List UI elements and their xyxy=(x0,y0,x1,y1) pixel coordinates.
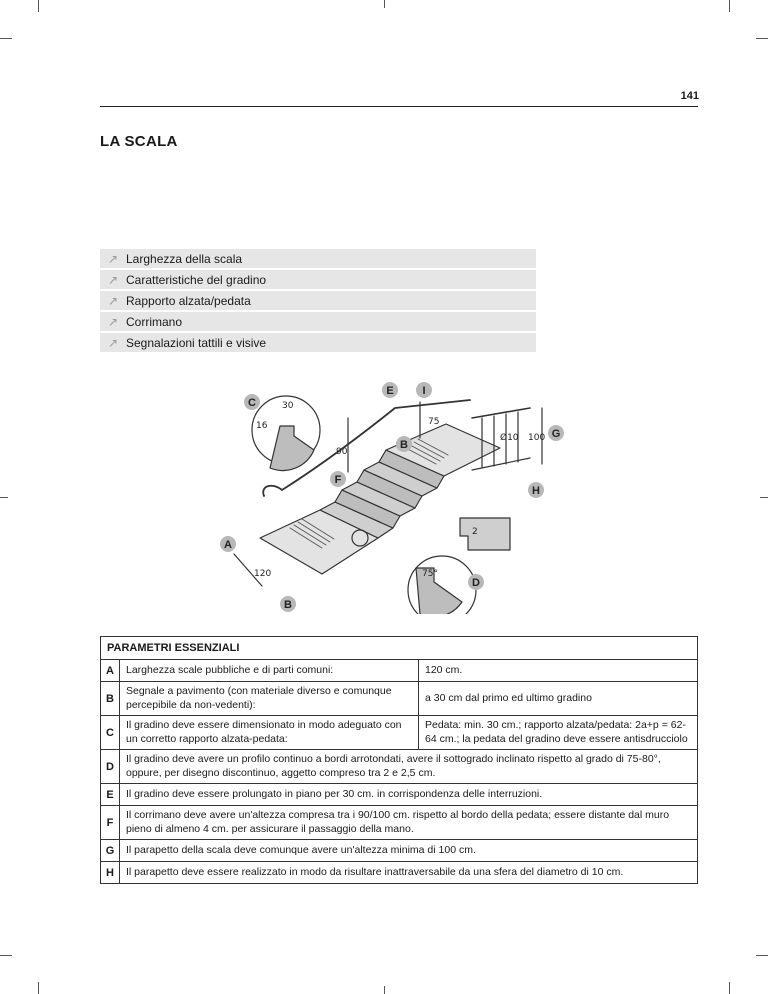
table-row xyxy=(101,750,698,784)
dimension-label: 100 xyxy=(528,433,546,443)
topic-label: Larghezza della scala xyxy=(126,251,243,266)
crop-mark xyxy=(38,982,39,994)
page-number: 141 xyxy=(680,90,699,102)
dimension-label: 2 xyxy=(472,527,478,537)
arrow-up-right-icon: ↗ xyxy=(107,314,119,329)
arrow-up-right-icon: ↗ xyxy=(107,251,119,266)
row-letter: F xyxy=(101,806,120,840)
topic-item[interactable] xyxy=(100,270,536,289)
table-header-row xyxy=(101,637,698,660)
table-heading: PARAMETRI ESSENZIALI xyxy=(101,637,698,660)
callout-label: I xyxy=(422,385,426,397)
row-description: Il gradino deve essere prolungato in piano per 30 cm. in corrispondenza delle interruzioni. xyxy=(120,784,698,806)
crop-mark xyxy=(0,955,12,956)
callout-b xyxy=(396,436,412,452)
table-row xyxy=(101,840,698,862)
dimension-label: Ø10 xyxy=(500,433,519,443)
row-letter: D xyxy=(101,750,120,784)
callout-i xyxy=(416,382,432,398)
callout-label: H xyxy=(532,485,540,497)
row-letter: H xyxy=(101,862,120,884)
callout-label: E xyxy=(386,385,394,397)
arrow-up-right-icon: ↗ xyxy=(107,293,119,308)
row-description: Il corrimano deve avere un'altezza compresa tra i 90/100 cm. rispetto al bordo della pedata; essere distante dal muro pieno di almeno 4 cm. per assicurare il passaggio della mano. xyxy=(120,806,698,840)
row-description: Il parapetto deve essere realizzato in modo da risultare inattraversabile da una sfera del diametro di 10 cm. xyxy=(120,862,698,884)
crop-mark xyxy=(0,497,8,498)
callout-label: C xyxy=(248,397,256,409)
header-rule xyxy=(100,106,698,107)
dimension-label: 120 xyxy=(254,569,272,579)
row-letter: G xyxy=(101,840,120,862)
row-description: Il gradino deve avere un profilo continuo a bordi arrotondati, avere il sottogrado inclinato rispetto al grado di 75-80°, oppure, per disegno discontinuo, aggetto compreso tra 2 e 2,5 cm. xyxy=(120,750,698,784)
page-title: LA SCALA xyxy=(100,133,178,150)
crop-mark xyxy=(756,955,768,956)
row-letter: C xyxy=(101,716,120,750)
row-description: Il parapetto della scala deve comunque avere un'altezza minima di 100 cm. xyxy=(120,840,698,862)
row-letter: A xyxy=(101,660,120,682)
row-value: 120 cm. xyxy=(419,660,698,682)
callout-h xyxy=(528,482,544,498)
crop-mark xyxy=(729,0,730,12)
topic-label: Segnalazioni tattili e visive xyxy=(126,335,267,350)
table-row xyxy=(101,862,698,884)
dimension-label: 75° xyxy=(422,569,438,579)
row-description: Segnale a pavimento (con materiale diverso e comunque percepibile da non-vedenti): xyxy=(120,682,419,716)
row-letter: B xyxy=(101,682,120,716)
table-row xyxy=(101,660,698,682)
arrow-up-right-icon: ↗ xyxy=(107,272,119,287)
crop-mark xyxy=(384,0,385,8)
callout-d xyxy=(468,574,484,590)
topic-label: Corrimano xyxy=(126,314,183,329)
dimension-label: 75 xyxy=(428,417,440,427)
callout-c xyxy=(244,394,260,410)
topic-item[interactable] xyxy=(100,333,536,352)
table-row xyxy=(101,784,698,806)
callout-e xyxy=(382,382,398,398)
topic-label: Caratteristiche del gradino xyxy=(126,272,267,287)
callout-label: F xyxy=(334,474,342,486)
row-description: Il gradino deve essere dimensionato in modo adeguato con un corretto rapporto alzata-pedata: xyxy=(120,716,419,750)
callout-label: D xyxy=(472,577,480,589)
topic-item[interactable] xyxy=(100,312,536,331)
row-value: Pedata: min. 30 cm.; rapporto alzata/pedata: 2a+p = 62-64 cm.; la pedata del gradino deve essere antisdrucciolo xyxy=(419,716,698,750)
callout-label: B xyxy=(400,439,408,451)
parameters-table xyxy=(100,636,698,884)
crop-mark xyxy=(0,38,12,39)
topic-label: Rapporto alzata/pedata xyxy=(126,293,251,308)
topic-item[interactable] xyxy=(100,291,536,310)
crop-mark xyxy=(760,497,768,498)
arrow-up-right-icon: ↗ xyxy=(107,335,119,350)
callout-label: B xyxy=(284,599,292,611)
callout-f xyxy=(330,471,346,487)
table-row xyxy=(101,806,698,840)
callout-label: A xyxy=(224,539,232,551)
staircase-drawing xyxy=(210,378,570,614)
row-value: a 30 cm dal primo ed ultimo gradino xyxy=(419,682,698,716)
topic-item[interactable] xyxy=(100,249,536,268)
dimension-label: 16 xyxy=(256,421,268,431)
dimension-label: 90 xyxy=(336,447,348,457)
callout-a xyxy=(220,536,236,552)
dimension-label: 30 xyxy=(282,401,294,411)
callout-b xyxy=(280,596,296,612)
crop-mark xyxy=(756,38,768,39)
crop-mark xyxy=(729,982,730,994)
table-row xyxy=(101,682,698,716)
crop-mark xyxy=(38,0,39,12)
callout-g xyxy=(548,425,564,441)
callout-label: G xyxy=(551,428,561,440)
topic-list xyxy=(100,249,536,354)
table-row xyxy=(101,716,698,750)
row-description: Larghezza scale pubbliche e di parti comuni: xyxy=(120,660,419,682)
crop-mark xyxy=(384,986,385,994)
row-letter: E xyxy=(101,784,120,806)
